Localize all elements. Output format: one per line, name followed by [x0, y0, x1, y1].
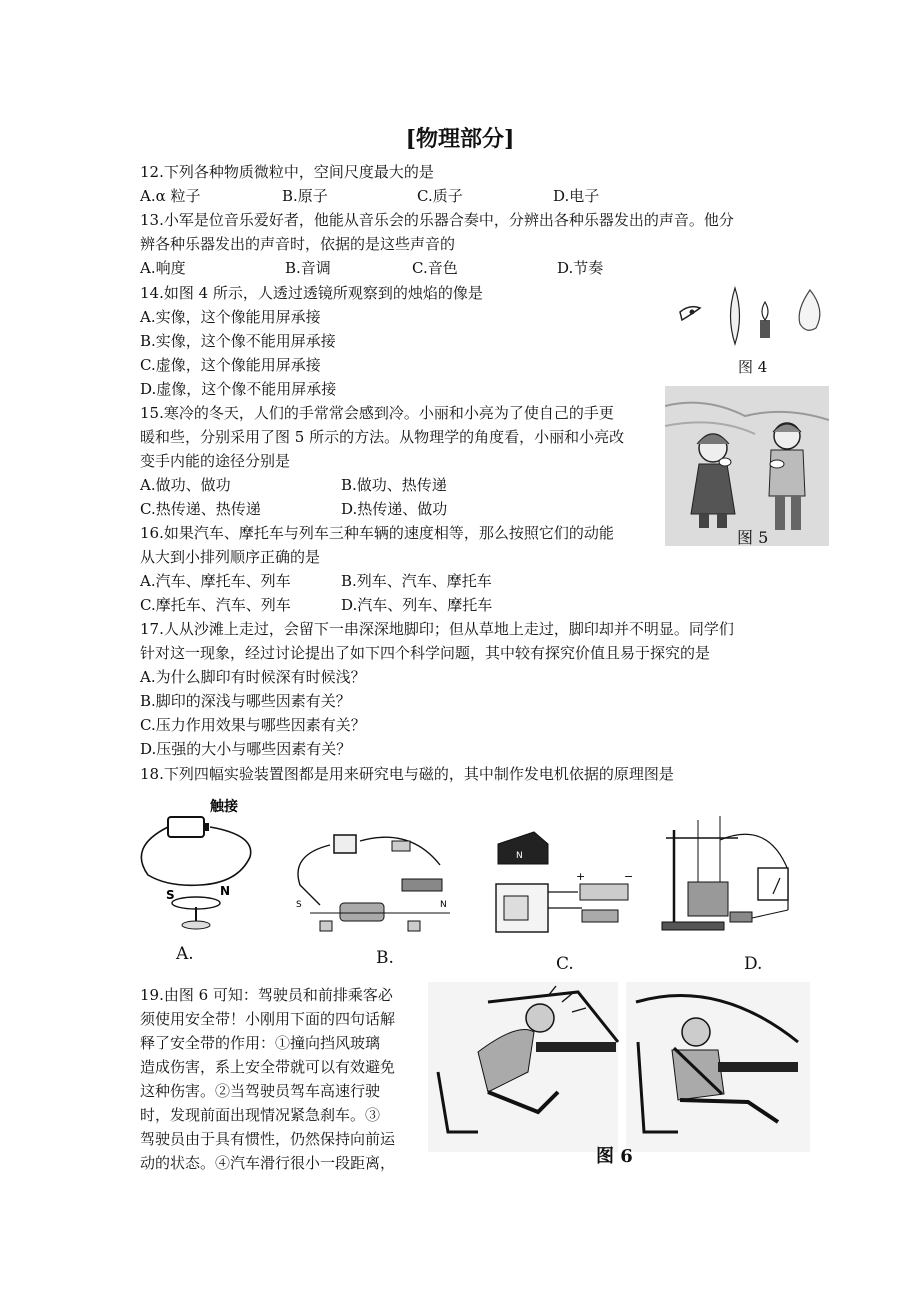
- q17-line1: 17.人从沙滩上走过，会留下一串深深地脚印；但从草地上走过，脚印却并不明显。同学们: [140, 620, 734, 638]
- q18-stem: 18.下列四幅实验装置图都是用来研究电与磁的，其中制作发电机依据的原理图是: [140, 765, 674, 783]
- q15-option-d: D.热传递、做功: [341, 500, 448, 518]
- q15-option-a: A.做功、做功: [140, 476, 231, 494]
- horseshoe-magnet: [498, 832, 548, 864]
- q17-option-b: B.脚印的深浅与哪些因素有关？: [140, 692, 351, 710]
- svg-text:+: +: [576, 870, 586, 883]
- q13-option-b: B.音调: [285, 259, 331, 277]
- magnet-s-label: S: [166, 888, 175, 902]
- q17-line2: 针对这一现象，经过讨论提出了如下四个科学问题，其中较有探究价值且易于探究的是: [140, 644, 711, 662]
- q16-option-c: C.摩托车、汽车、列车: [140, 596, 291, 614]
- convex-lens: [731, 288, 740, 344]
- switch-icon: [730, 912, 752, 922]
- figure-6-caption: 图 6: [596, 1146, 633, 1167]
- horseshoe-magnet: [688, 882, 728, 916]
- q19-line1: 19.由图 6 可知：驾驶员和前排乘客必: [140, 986, 393, 1004]
- svg-text:S: S: [296, 900, 302, 910]
- q19-line4: 造成伤害，系上安全带就可以有效避免: [140, 1058, 396, 1076]
- figure-18b-electromagnet: [290, 825, 460, 935]
- figure-18c-motor: [486, 822, 646, 948]
- q12-option-c: C.质子: [417, 187, 463, 205]
- switch-icon: [582, 910, 618, 922]
- q13-line1: 13.小军是位音乐爱好者，他能从音乐会的乐器合奏中，分辨出各种乐器发出的声音。他分: [140, 211, 734, 229]
- q16-line2: 从大到小排列顺序正确的是: [140, 548, 321, 566]
- figure-18d-generator: [658, 800, 808, 950]
- magnet-n-label: N: [220, 884, 231, 898]
- battery-icon: [334, 835, 356, 853]
- q19-line3: 释了安全带的作用：①撞向挡风玻璃: [140, 1034, 381, 1052]
- bar-magnet: [402, 879, 442, 891]
- q14-option-d: D.虚像，这个像不能用屏承接: [140, 380, 337, 398]
- figure-18a-contact-label: 触接: [210, 799, 238, 815]
- q19-line7: 驾驶员由于具有惯性，仍然保持向前运: [140, 1130, 396, 1148]
- candle-icon: [760, 302, 770, 338]
- svg-text:N: N: [440, 900, 447, 910]
- svg-text:−: −: [624, 870, 634, 883]
- figure-18d-label: D.: [744, 954, 763, 974]
- q15-option-b: B.做功、热传递: [341, 476, 447, 494]
- q14-stem: 14.如图 4 所示，人透过透镜所观察到的烛焰的像是: [140, 284, 483, 302]
- q15-line1: 15.寒冷的冬天，人们的手常常会感到冷。小丽和小亮为了使自己的手更: [140, 404, 614, 422]
- figure-4-caption: 图 4: [738, 358, 768, 376]
- q12-option-a: A.α 粒子: [140, 187, 201, 205]
- q12-option-d: D.电子: [553, 187, 600, 205]
- q14-option-a: A.实像，这个像能用屏承接: [140, 308, 321, 326]
- coil-frame: [504, 896, 528, 920]
- galvanometer-icon: [758, 868, 788, 900]
- q17-option-d: D.压强的大小与哪些因素有关？: [140, 740, 352, 758]
- q16-option-b: B.列车、汽车、摩托车: [341, 572, 492, 590]
- figure-5-caption: 图 5: [737, 528, 769, 547]
- q12-option-b: B.原子: [282, 187, 328, 205]
- section-title: [物理部分]: [405, 126, 515, 152]
- solenoid-coil: [340, 903, 384, 921]
- q16-option-a: A.汽车、摩托车、列车: [140, 572, 291, 590]
- q14-option-c: C.虚像，这个像能用屏承接: [140, 356, 321, 374]
- q12-stem: 12.下列各种物质微粒中，空间尺度最大的是: [140, 163, 434, 181]
- q13-option-a: A.响度: [140, 259, 186, 277]
- eye-icon: [680, 307, 700, 320]
- figure-18a-label: A.: [176, 944, 194, 964]
- q15-option-c: C.热传递、热传递: [140, 500, 261, 518]
- q19-line5: 这种伤害。②当驾驶员驾车高速行驶: [140, 1082, 381, 1100]
- figure-18b-label: B.: [376, 948, 394, 968]
- figure-6-seatbelt-illustration: [428, 982, 810, 1162]
- q13-line2: 辨各种乐器发出的声音时，依据的是这些声音的: [140, 235, 456, 253]
- q16-line1: 16.如果汽车、摩托车与列车三种车辆的速度相等，那么按照它们的动能: [140, 524, 614, 542]
- figure-18c-label: C.: [556, 954, 574, 974]
- q19-line6: 时，发现前面出现情况紧急刹车。③: [140, 1106, 381, 1124]
- q14-option-b: B.实像，这个像不能用屏承接: [140, 332, 336, 350]
- svg-text:N: N: [516, 851, 523, 861]
- q15-line2: 暖和些，分别采用了图 5 所示的方法。从物理学的角度看，小丽和小亮改: [140, 428, 625, 446]
- q17-option-a: A.为什么脚印有时候深有时候浅？: [140, 668, 366, 686]
- flame-image-icon: [799, 290, 820, 330]
- q19-line8: 动的状态。④汽车滑行很小一段距离，: [140, 1154, 396, 1172]
- figure-18a-oersted: [138, 795, 268, 935]
- figure-5-illustration: [665, 386, 829, 546]
- switch-icon: [392, 841, 410, 851]
- q13-option-d: D.节奏: [557, 259, 604, 277]
- q17-option-c: C.压力作用效果与哪些因素有关？: [140, 716, 366, 734]
- q13-option-c: C.音色: [412, 259, 458, 277]
- q19-line2: 须使用安全带！小刚用下面的四句话解: [140, 1010, 396, 1028]
- battery-icon: [580, 884, 628, 900]
- battery-icon: [168, 817, 204, 837]
- q16-option-d: D.汽车、列车、摩托车: [341, 596, 493, 614]
- q15-line3: 变手内能的途径分别是: [140, 452, 291, 470]
